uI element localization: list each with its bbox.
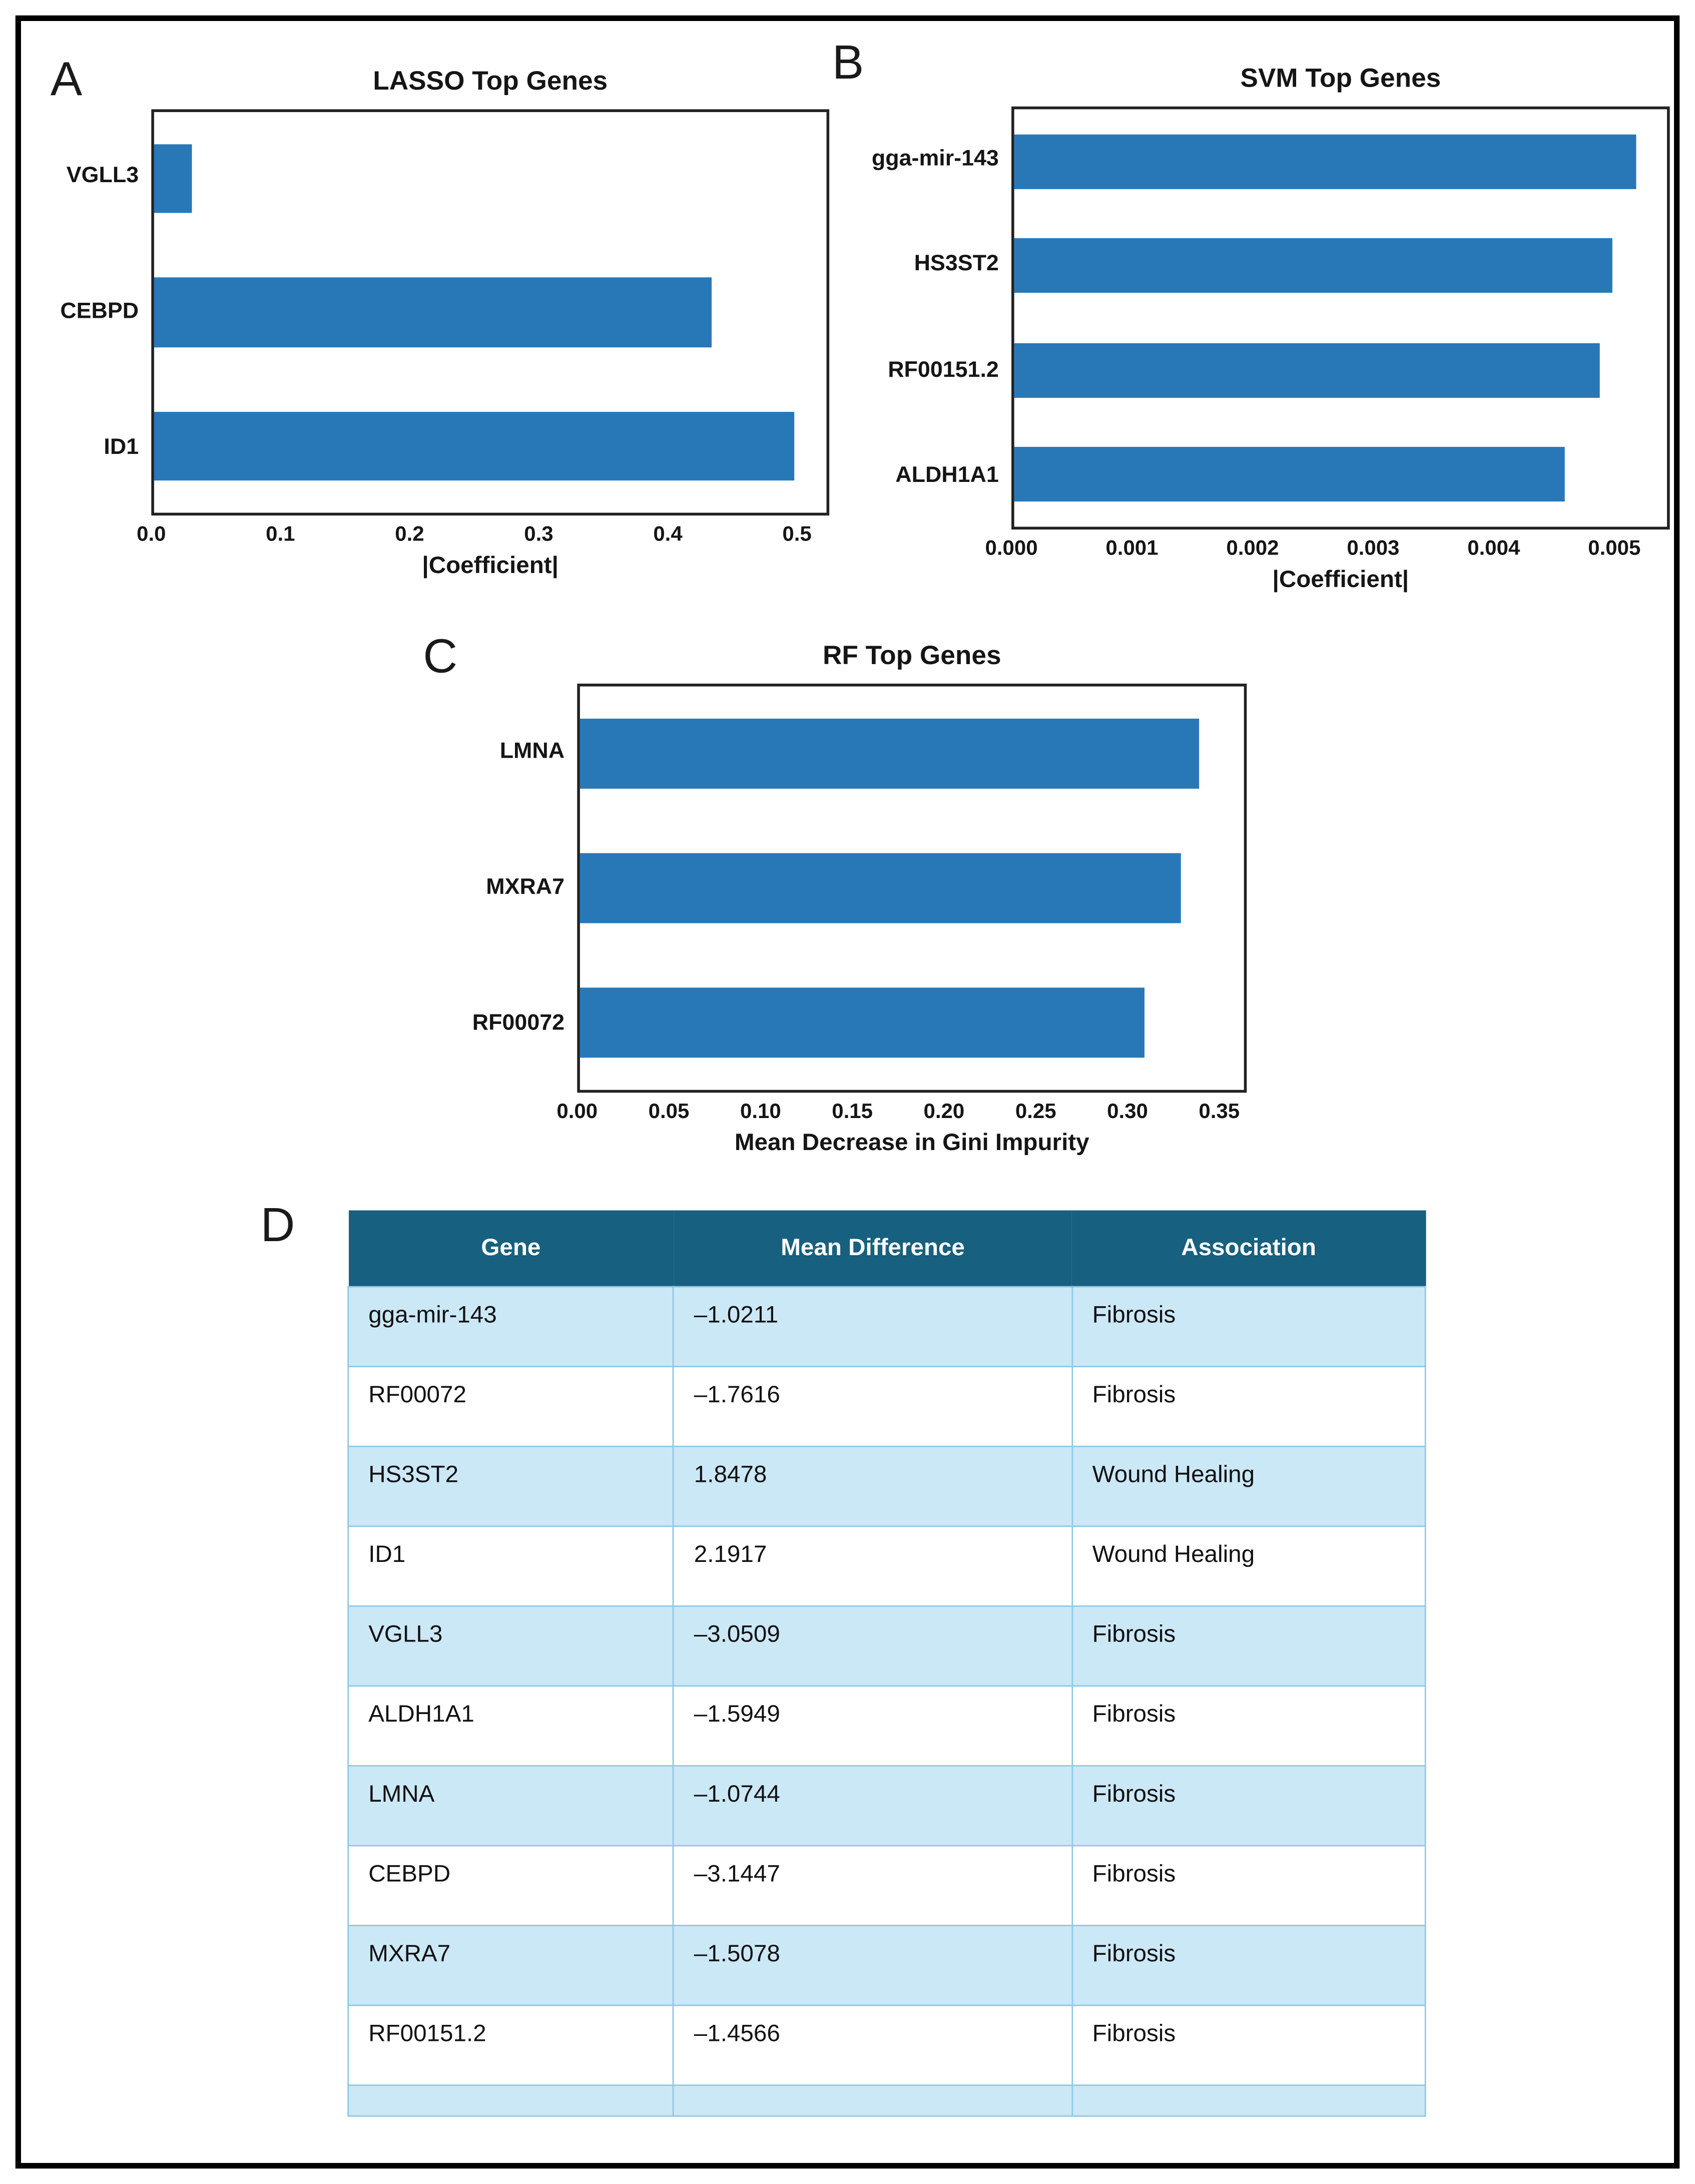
- svm-top-genes-chart: [841, 65, 1670, 594]
- table-cell: Fibrosis: [1072, 1926, 1425, 2006]
- bar-row: [154, 379, 827, 513]
- table-cell: [1072, 2085, 1425, 2116]
- x-tick-label: 0.2: [395, 522, 424, 547]
- table-row: [348, 1367, 1426, 1447]
- bar: [580, 719, 1199, 789]
- bar: [580, 988, 1144, 1058]
- lasso-top-genes-chart: [48, 67, 829, 580]
- x-tick-label: 0.05: [648, 1100, 690, 1124]
- bar-row: [154, 112, 827, 246]
- table-cell: –1.5949: [674, 1686, 1072, 1766]
- x-axis-label: |Coefficient|: [1272, 566, 1409, 593]
- x-axis-label: Mean Decrease in Gini Impurity: [734, 1129, 1089, 1156]
- bar: [154, 144, 193, 214]
- table-cell: –1.0211: [674, 1287, 1072, 1367]
- x-tick-row: [137, 515, 829, 552]
- x-tick-row: [556, 1093, 1247, 1129]
- y-axis-labels: [443, 684, 578, 1093]
- table-cell: –1.5078: [674, 1926, 1072, 2006]
- table-cell: Fibrosis: [1072, 1686, 1425, 1766]
- table-row: [348, 2005, 1426, 2085]
- x-tick-label: 0.005: [1588, 536, 1641, 561]
- table-cell: ID1: [348, 1526, 674, 1606]
- panel-label-c: C: [423, 630, 458, 684]
- y-tick-label: gga-mir-143: [871, 147, 999, 171]
- x-tick-label: 0.004: [1467, 536, 1520, 561]
- plot-area: [577, 684, 1247, 1093]
- x-tick-label: 0.000: [985, 536, 1038, 561]
- x-tick-label: 0.15: [832, 1100, 873, 1124]
- table-cell: RF00072: [348, 1367, 674, 1447]
- bar-row: [580, 687, 1244, 821]
- bar-row: [580, 955, 1244, 1090]
- table-cell: Fibrosis: [1072, 1287, 1425, 1367]
- bar: [1014, 239, 1612, 293]
- bar: [1014, 134, 1636, 188]
- bar-row: [154, 246, 827, 379]
- table-row: [348, 1287, 1426, 1367]
- table-cell: –1.7616: [674, 1367, 1072, 1447]
- y-tick-label: RF00072: [472, 1011, 565, 1036]
- plot-area: [151, 109, 829, 515]
- x-tick-label: 0.10: [740, 1100, 781, 1124]
- table-header-cell: Gene: [348, 1211, 674, 1287]
- y-tick-label: MXRA7: [486, 875, 565, 900]
- table-cell: –3.1447: [674, 1846, 1072, 1926]
- table-cell: Fibrosis: [1072, 1606, 1425, 1686]
- table-cell: LMNA: [348, 1766, 674, 1846]
- x-tick-label: 0.3: [524, 522, 553, 547]
- y-tick-label: HS3ST2: [914, 252, 999, 277]
- table-row: [348, 1846, 1426, 1926]
- panel-label-b: B: [832, 36, 864, 90]
- table-cell: MXRA7: [348, 1926, 674, 2006]
- y-axis-labels: [48, 109, 151, 515]
- table-row: [348, 1686, 1426, 1766]
- table-cell: Fibrosis: [1072, 1367, 1425, 1447]
- bar-row: [1014, 109, 1667, 214]
- table-cell: [348, 2085, 674, 2116]
- gene-table-body: [348, 1287, 1426, 2116]
- table-cell: [674, 2085, 1072, 2116]
- x-tick-label: 0.35: [1199, 1100, 1240, 1124]
- x-tick-label: 0.4: [653, 522, 683, 547]
- x-tick-label: 0.30: [1107, 1100, 1148, 1124]
- table-cell: CEBPD: [348, 1846, 674, 1926]
- bar-row: [1014, 318, 1667, 422]
- table-row: [348, 1606, 1426, 1686]
- table-cell: Fibrosis: [1072, 2005, 1425, 2085]
- gene-table: [347, 1211, 1426, 2117]
- table-cell: VGLL3: [348, 1606, 674, 1686]
- x-tick-label: 0.25: [1015, 1100, 1056, 1124]
- x-tick-label: 0.1: [266, 522, 295, 547]
- gene-table-wrap: [347, 1211, 1426, 2117]
- x-tick-label: 0.00: [556, 1100, 598, 1124]
- y-tick-label: CEBPD: [60, 300, 139, 324]
- bar: [580, 853, 1181, 923]
- bar: [1014, 343, 1600, 397]
- panel-label-a: A: [50, 53, 83, 107]
- x-tick-label: 0.5: [782, 522, 812, 547]
- table-cell: –1.4566: [674, 2005, 1072, 2085]
- chart-title: LASSO Top Genes: [373, 67, 608, 97]
- table-cell: RF00151.2: [348, 2005, 674, 2085]
- table-row: [348, 1926, 1426, 2006]
- rf-top-genes-chart: [443, 642, 1247, 1157]
- table-cell: Wound Healing: [1072, 1526, 1425, 1606]
- panel-label-d: D: [260, 1199, 295, 1253]
- y-tick-label: VGLL3: [66, 164, 139, 189]
- table-cell: Fibrosis: [1072, 1846, 1425, 1926]
- table-cell: ALDH1A1: [348, 1686, 674, 1766]
- bar: [154, 278, 711, 347]
- table-cell: Fibrosis: [1072, 1766, 1425, 1846]
- x-tick-label: 0.003: [1347, 536, 1400, 561]
- x-tick-row: [985, 529, 1670, 566]
- table-cell: gga-mir-143: [348, 1287, 674, 1367]
- table-row: [348, 1766, 1426, 1846]
- table-stub-row: [348, 2085, 1426, 2116]
- plot-area: [1011, 107, 1670, 529]
- x-tick-label: 0.0: [137, 522, 166, 547]
- table-header-cell: Mean Difference: [674, 1211, 1072, 1287]
- table-cell: –1.0744: [674, 1766, 1072, 1846]
- y-tick-label: ID1: [104, 435, 139, 459]
- y-tick-label: LMNA: [499, 739, 565, 763]
- table-cell: 1.8478: [674, 1446, 1072, 1526]
- chart-title: SVM Top Genes: [1240, 64, 1441, 94]
- x-tick-label: 0.001: [1105, 536, 1159, 561]
- table-cell: –3.0509: [674, 1606, 1072, 1686]
- table-cell: 2.1917: [674, 1526, 1072, 1606]
- table-cell: HS3ST2: [348, 1446, 674, 1526]
- x-axis-label: |Coefficient|: [422, 552, 558, 579]
- y-axis-labels: [841, 107, 1012, 529]
- bar-row: [1014, 422, 1667, 527]
- bar-row: [580, 821, 1244, 955]
- bar: [1014, 447, 1564, 501]
- table-row: [348, 1526, 1426, 1606]
- table-row: [348, 1446, 1426, 1526]
- y-tick-label: RF00151.2: [888, 358, 999, 382]
- y-tick-label: ALDH1A1: [895, 464, 999, 488]
- bar-row: [1014, 214, 1667, 318]
- x-tick-label: 0.002: [1226, 536, 1279, 561]
- bar: [154, 411, 795, 481]
- x-tick-label: 0.20: [923, 1100, 965, 1124]
- table-header-cell: Association: [1072, 1211, 1425, 1287]
- table-cell: Wound Healing: [1072, 1446, 1425, 1526]
- chart-title: RF Top Genes: [822, 642, 1001, 671]
- gene-table-header: [348, 1211, 1426, 1287]
